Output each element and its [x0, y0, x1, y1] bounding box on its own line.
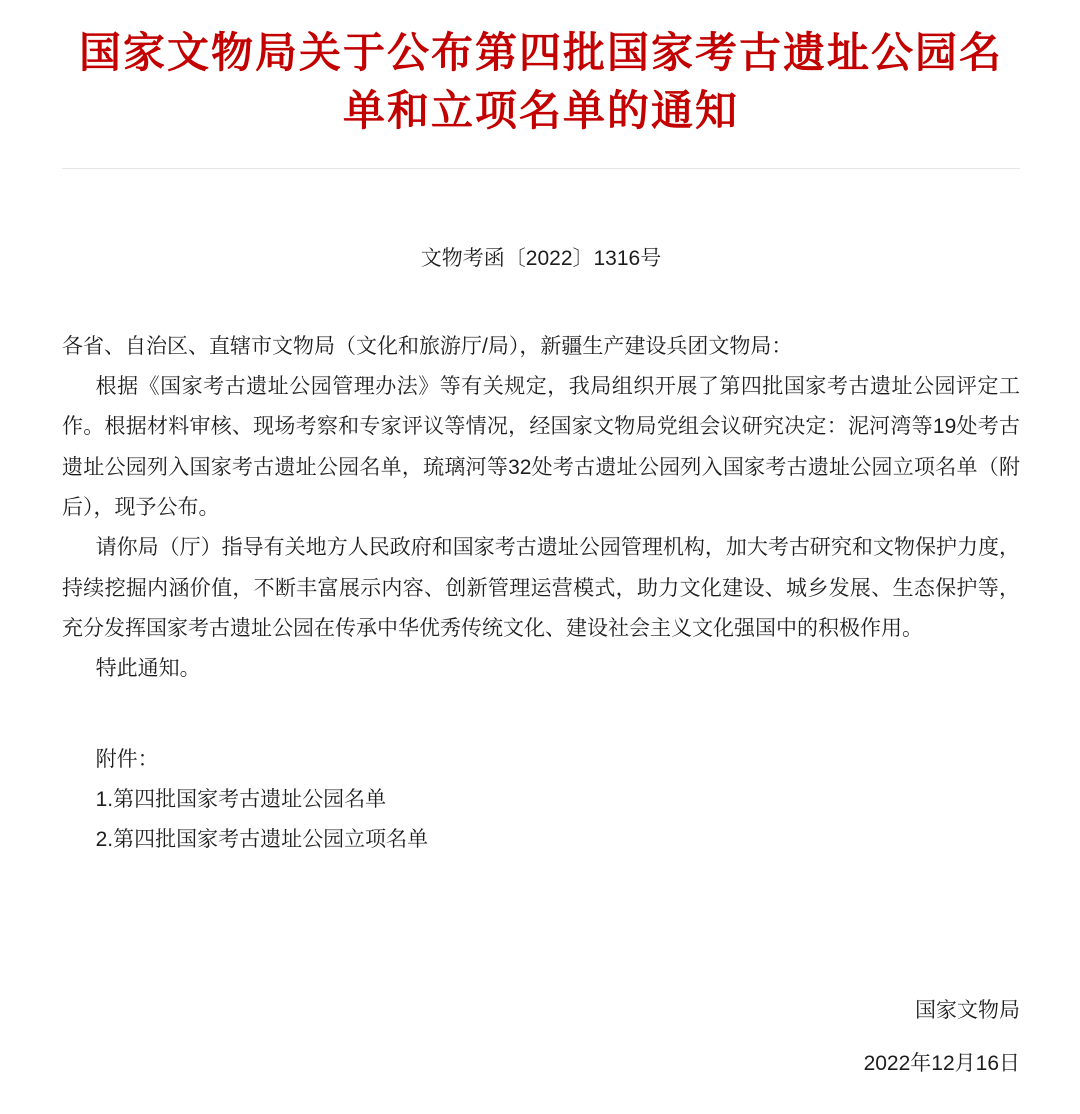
salutation: 各省、自治区、直辖市文物局（文化和旅游厅/局），新疆生产建设兵团文物局： [62, 334, 793, 358]
body-paragraph: 根据《国家考古遗址公园管理办法》等有关规定，我局组织开展了第四批国家考古遗址公园评定工作。根据材料审核、现场考察和专家评议等情况，经国家文物局党组会议研究决定：泥河湾等19处考古遗址公园列入国家考古遗址公园名单，琉璃河等32处考古遗址公园列入国家考古遗址公园立项名单（附后），现予公布。 [62, 375, 1020, 520]
title-divider [62, 168, 1020, 169]
attachments-label: 附件： [95, 747, 159, 771]
document-body [62, 327, 1020, 1085]
closing-line: 特此通知。 [95, 657, 201, 681]
signature-org: 国家文物局 [915, 998, 1020, 1022]
attachment-item: 2.第四批国家考古遗址公园立项名单 [95, 828, 429, 852]
document-title: 国家文物局关于公布第四批国家考古遗址公园名单和立项名单的通知 [78, 29, 1003, 134]
attachments-section [62, 740, 1020, 861]
attachment-item: 1.第四批国家考古遗址公园名单 [95, 787, 387, 811]
signature-date: 2022年12月16日 [863, 1052, 1020, 1076]
body-paragraph: 请你局（厅）指导有关地方人民政府和国家考古遗址公园管理机构，加大考古研究和文物保护力度，持续挖掘内涵价值，不断丰富展示内容、创新管理运营模式，助力文化建设、城乡发展、生态保护等，充分发挥国家考古遗址公园在传承中华优秀传统文化、建设社会主义文化强国中的积极作用。 [62, 536, 1020, 640]
signature-block [62, 991, 1020, 1085]
document-number: 文物考函〔2022〕1316号 [420, 246, 662, 270]
